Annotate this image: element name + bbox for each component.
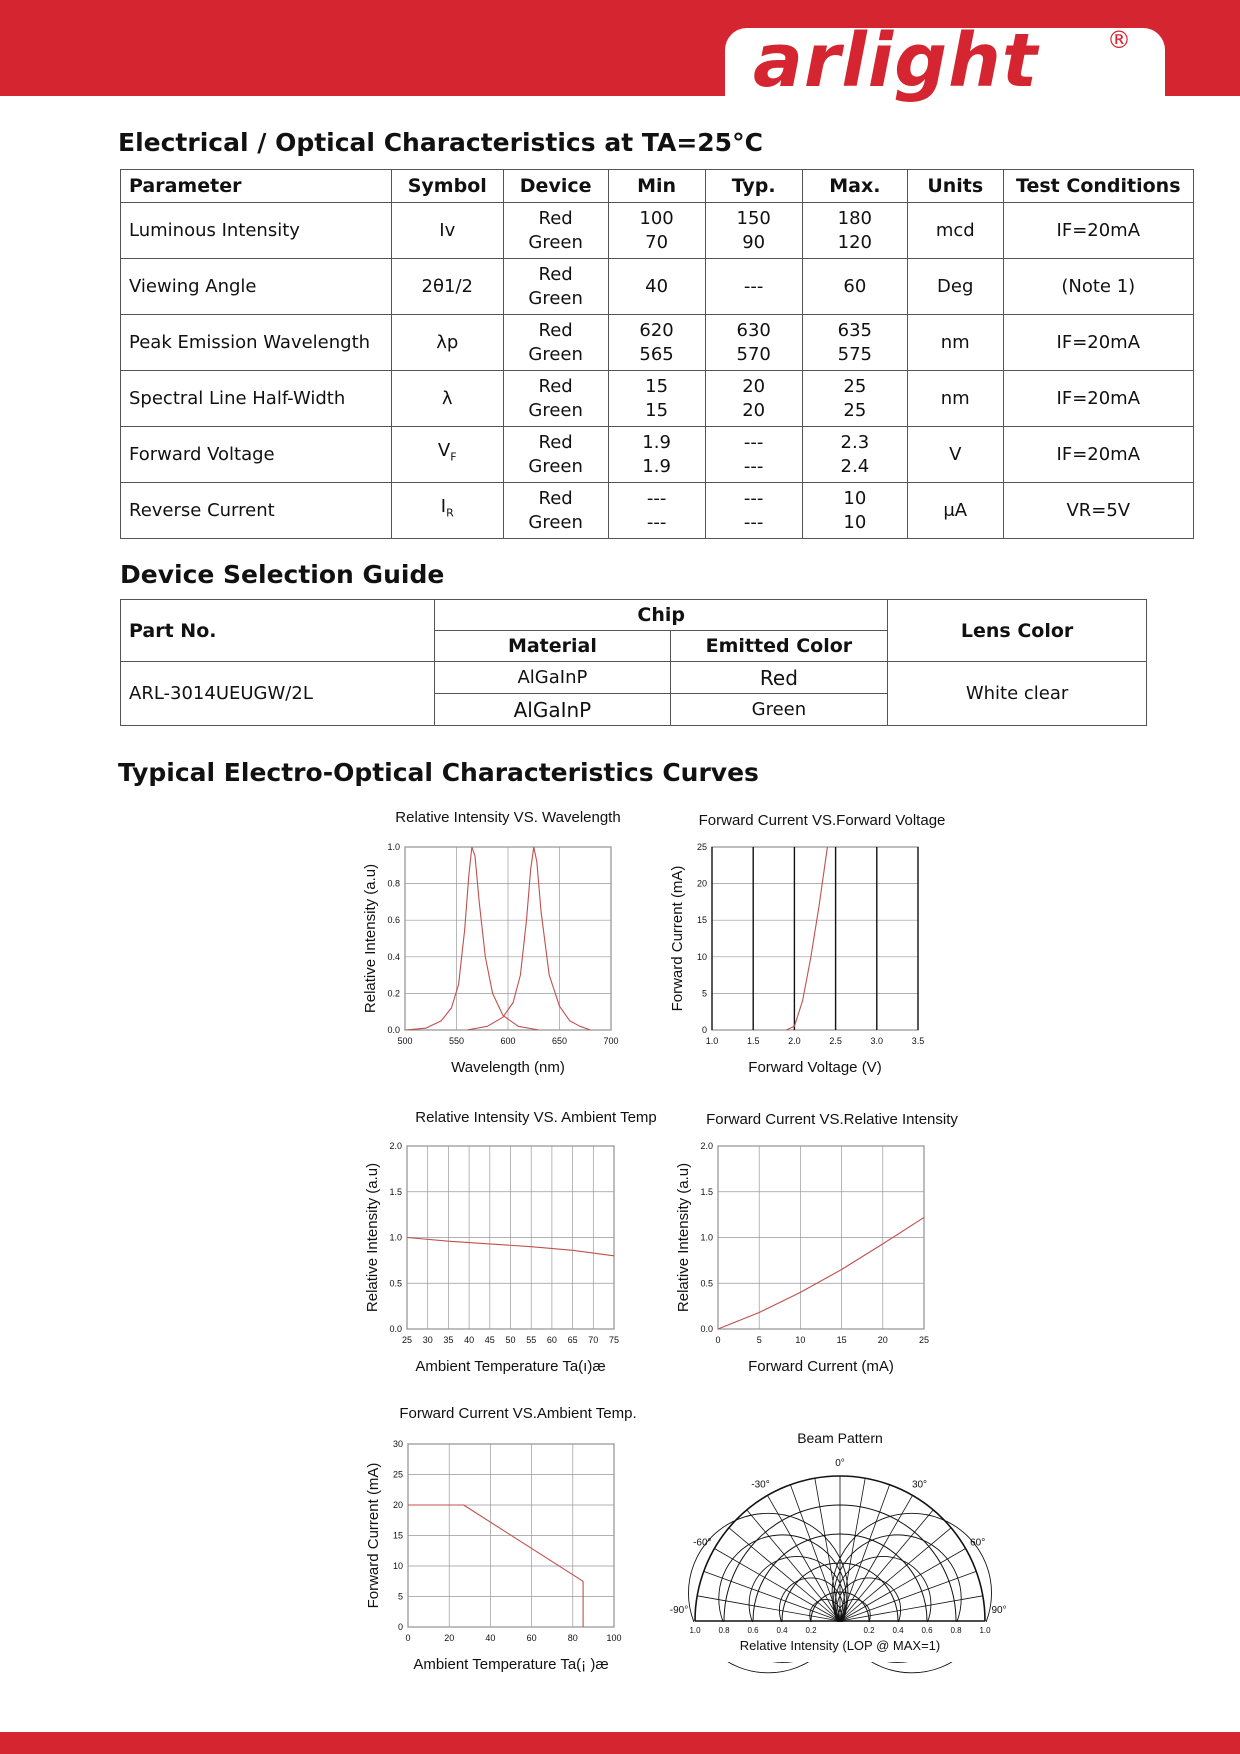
series-line bbox=[786, 847, 827, 1030]
x-tick-label: 500 bbox=[397, 1036, 413, 1046]
column-header: Min bbox=[608, 170, 705, 203]
chart-title: Forward Current VS.Forward Voltage bbox=[698, 812, 946, 829]
series-line bbox=[718, 1217, 924, 1329]
y-tick-label: 1.0 bbox=[700, 1232, 713, 1243]
min-cell: 100 70 bbox=[608, 203, 705, 259]
typ-cell: --- --- bbox=[705, 483, 802, 539]
radial-label: 0.6 bbox=[747, 1626, 759, 1635]
max-cell: 60 bbox=[802, 259, 907, 315]
symbol-cell: λ bbox=[391, 371, 503, 427]
units-cell: V bbox=[907, 427, 1003, 483]
condition-cell: (Note 1) bbox=[1003, 259, 1193, 315]
device-cell: Red Green bbox=[503, 427, 608, 483]
column-header: Test Conditions bbox=[1003, 170, 1193, 203]
y-tick-label: 0.0 bbox=[387, 1025, 400, 1035]
typ-cell: 20 20 bbox=[705, 371, 802, 427]
symbol-cell: $V_F$ bbox=[391, 427, 503, 483]
symbol-cell: $I_R$ bbox=[391, 483, 503, 539]
material-cell: AlGaInP bbox=[435, 662, 670, 694]
chart-title: Relative Intensity VS. Ambient Temp bbox=[415, 1109, 657, 1126]
y-tick-label: 0.5 bbox=[700, 1278, 713, 1289]
x-tick-label: 35 bbox=[443, 1335, 454, 1345]
min-cell: 620 565 bbox=[608, 315, 705, 371]
angle-label: 60° bbox=[970, 1537, 986, 1549]
x-tick-label: 40 bbox=[464, 1335, 475, 1345]
max-cell: 180 120 bbox=[802, 203, 907, 259]
max-cell: 25 25 bbox=[802, 371, 907, 427]
logo-text: arlight bbox=[753, 18, 1039, 104]
parameter-cell: Peak Emission Wavelength bbox=[121, 315, 392, 371]
x-tick-label: 60 bbox=[546, 1335, 557, 1345]
symbol-cell: 2θ1/2 bbox=[391, 259, 503, 315]
x-tick-label: 45 bbox=[484, 1335, 495, 1345]
x-axis-label: Ambient Temperature Ta(ı)æ bbox=[415, 1358, 606, 1375]
y-tick-label: 30 bbox=[392, 1439, 403, 1449]
x-tick-label: 2.0 bbox=[788, 1036, 801, 1046]
y-tick-label: 0.2 bbox=[387, 988, 400, 999]
x-tick-label: 10 bbox=[795, 1335, 806, 1345]
angle-label: -60° bbox=[693, 1537, 712, 1549]
units-cell: mcd bbox=[907, 203, 1003, 259]
condition-cell: VR=5V bbox=[1003, 483, 1193, 539]
min-cell: 15 15 bbox=[608, 371, 705, 427]
chart-title: Relative Intensity VS. Wavelength bbox=[395, 809, 621, 826]
y-axis-label: Relative Intensity (a.u) bbox=[675, 1162, 692, 1313]
emitted-color-cell: Green bbox=[670, 694, 888, 726]
x-tick-label: 550 bbox=[448, 1036, 465, 1046]
x-tick-label: 3.5 bbox=[911, 1036, 925, 1046]
lens-color-cell: White clear bbox=[888, 662, 1147, 726]
x-tick-label: 100 bbox=[606, 1633, 622, 1643]
device-cell: Red Green bbox=[503, 371, 608, 427]
radial-label: 0.2 bbox=[805, 1626, 817, 1635]
x-axis-label: Ambient Temperature Ta(¡ )æ bbox=[413, 1656, 609, 1673]
min-cell: 40 bbox=[608, 259, 705, 315]
y-tick-label: 1.0 bbox=[389, 1232, 402, 1243]
x-tick-label: 650 bbox=[551, 1036, 568, 1046]
y-tick-label: 5 bbox=[701, 988, 707, 999]
parameter-cell: Viewing Angle bbox=[121, 259, 392, 315]
x-tick-label: 5 bbox=[756, 1335, 762, 1345]
radial-label: 0.2 bbox=[863, 1626, 875, 1635]
part-no-cell: ARL-3014UEUGW/2L bbox=[121, 662, 435, 726]
curves-section-title: Typical Electro-Optical Characteristics Curves bbox=[118, 758, 759, 787]
x-tick-label: 3.0 bbox=[870, 1036, 884, 1046]
lens-color-header: Lens Color bbox=[888, 600, 1147, 662]
x-tick-label: 1.5 bbox=[746, 1036, 760, 1046]
parameter-cell: Reverse Current bbox=[121, 483, 392, 539]
angle-label: -90° bbox=[669, 1605, 689, 1616]
max-cell: 635 575 bbox=[802, 315, 907, 371]
min-cell: 1.9 1.9 bbox=[608, 427, 705, 483]
parameter-cell: Forward Voltage bbox=[121, 427, 392, 483]
x-axis-label: Relative Intensity (LOP @ MAX=1) bbox=[739, 1638, 941, 1653]
device-cell: Red Green bbox=[503, 315, 608, 371]
x-tick-label: 25 bbox=[918, 1335, 930, 1345]
x-tick-label: 30 bbox=[422, 1335, 433, 1345]
column-header: Max. bbox=[802, 170, 907, 203]
y-tick-label: 10 bbox=[392, 1561, 403, 1571]
max-cell: 10 10 bbox=[802, 483, 907, 539]
y-tick-label: 1.5 bbox=[700, 1186, 713, 1197]
parameter-cell: Luminous Intensity bbox=[121, 203, 392, 259]
x-axis-label: Wavelength (nm) bbox=[451, 1059, 565, 1076]
registered-mark: ® bbox=[1107, 26, 1131, 54]
device-cell: Red Green bbox=[503, 259, 608, 315]
x-tick-label: 1.0 bbox=[705, 1036, 719, 1046]
radial-label: 0.6 bbox=[921, 1626, 933, 1635]
x-tick-label: 40 bbox=[485, 1633, 496, 1643]
x-tick-label: 25 bbox=[401, 1335, 413, 1345]
chart-title: Forward Current VS.Relative Intensity bbox=[706, 1111, 958, 1128]
x-tick-label: 0 bbox=[715, 1335, 721, 1345]
angle-label: 30° bbox=[911, 1479, 928, 1491]
x-axis-label: Forward Current (mA) bbox=[748, 1358, 894, 1375]
angle-label: 90° bbox=[991, 1605, 1007, 1616]
footer-bar bbox=[0, 1732, 1240, 1754]
typ-cell: 630 570 bbox=[705, 315, 802, 371]
x-tick-label: 600 bbox=[500, 1036, 516, 1046]
x-tick-label: 65 bbox=[567, 1335, 578, 1345]
parameter-cell: Spectral Line Half-Width bbox=[121, 371, 392, 427]
radial-label: 0.4 bbox=[892, 1626, 904, 1635]
typ-cell: --- bbox=[705, 259, 802, 315]
y-tick-label: 2.0 bbox=[389, 1141, 402, 1151]
y-tick-label: 20 bbox=[392, 1500, 403, 1510]
y-tick-label: 0.5 bbox=[389, 1278, 402, 1289]
y-tick-label: 25 bbox=[696, 842, 707, 852]
x-tick-label: 20 bbox=[877, 1335, 888, 1345]
units-cell: Deg bbox=[907, 259, 1003, 315]
y-tick-label: 0.6 bbox=[387, 915, 400, 926]
column-header: Typ. bbox=[705, 170, 802, 203]
material-header: Material bbox=[435, 631, 670, 662]
radial-label: 0.4 bbox=[776, 1626, 788, 1635]
device-cell: Red Green bbox=[503, 483, 608, 539]
series-line bbox=[405, 847, 539, 1030]
angle-label: 0° bbox=[835, 1458, 845, 1469]
symbol-cell: Iv bbox=[391, 203, 503, 259]
radial-label: 0.8 bbox=[950, 1626, 962, 1635]
x-tick-label: 2.5 bbox=[829, 1036, 842, 1046]
typ-cell: 150 90 bbox=[705, 203, 802, 259]
selection-section-title: Device Selection Guide bbox=[120, 560, 445, 589]
radial-label: 1.0 bbox=[979, 1626, 991, 1635]
part-no-header: Part No. bbox=[121, 600, 435, 662]
condition-cell: IF=20mA bbox=[1003, 427, 1193, 483]
y-tick-label: 0.4 bbox=[387, 951, 400, 962]
y-tick-label: 0.0 bbox=[700, 1324, 713, 1334]
x-axis-label: Forward Voltage (V) bbox=[748, 1059, 882, 1076]
y-axis-label: Forward Current (mA) bbox=[669, 865, 686, 1012]
y-tick-label: 5 bbox=[397, 1591, 403, 1602]
x-tick-label: 15 bbox=[836, 1335, 847, 1345]
x-tick-label: 75 bbox=[608, 1335, 620, 1345]
condition-cell: IF=20mA bbox=[1003, 371, 1193, 427]
x-tick-label: 700 bbox=[603, 1036, 619, 1046]
condition-cell: IF=20mA bbox=[1003, 315, 1193, 371]
units-cell: nm bbox=[907, 315, 1003, 371]
column-header: Symbol bbox=[391, 170, 503, 203]
x-tick-label: 80 bbox=[567, 1633, 578, 1643]
chart-title: Beam Pattern bbox=[797, 1430, 883, 1446]
electrical-section-title: Electrical / Optical Characteristics at TA=25°C bbox=[118, 128, 763, 157]
symbol-cell: λp bbox=[391, 315, 503, 371]
emitted-color-header: Emitted Color bbox=[670, 631, 888, 662]
angle-label: -30° bbox=[751, 1479, 770, 1491]
chart-title: Forward Current VS.Ambient Temp. bbox=[399, 1405, 637, 1422]
max-cell: 2.3 2.4 bbox=[802, 427, 907, 483]
typ-cell: --- --- bbox=[705, 427, 802, 483]
y-axis-label: Relative Intensity (a.u) bbox=[362, 863, 379, 1014]
y-tick-label: 20 bbox=[696, 878, 707, 889]
y-tick-label: 0.0 bbox=[389, 1324, 402, 1334]
column-header: Device bbox=[503, 170, 608, 203]
units-cell: μA bbox=[907, 483, 1003, 539]
series-line bbox=[467, 847, 591, 1030]
column-header: Units bbox=[907, 170, 1003, 203]
y-tick-label: 25 bbox=[392, 1469, 403, 1480]
y-tick-label: 1.5 bbox=[389, 1186, 402, 1197]
x-tick-label: 55 bbox=[526, 1335, 537, 1345]
x-tick-label: 70 bbox=[588, 1335, 599, 1345]
y-tick-label: 1.0 bbox=[387, 842, 400, 852]
chip-header: Chip bbox=[435, 600, 888, 631]
y-tick-label: 10 bbox=[696, 951, 707, 962]
column-header: Parameter bbox=[121, 170, 392, 203]
x-tick-label: 60 bbox=[526, 1633, 537, 1643]
device-cell: Red Green bbox=[503, 203, 608, 259]
x-tick-label: 0 bbox=[405, 1633, 411, 1643]
emitted-color-cell: Red bbox=[670, 662, 888, 694]
radial-label: 1.0 bbox=[689, 1626, 701, 1635]
x-tick-label: 20 bbox=[444, 1633, 455, 1643]
y-tick-label: 2.0 bbox=[700, 1141, 713, 1151]
condition-cell: IF=20mA bbox=[1003, 203, 1193, 259]
y-tick-label: 15 bbox=[392, 1530, 403, 1541]
y-tick-label: 0 bbox=[701, 1025, 707, 1035]
x-tick-label: 50 bbox=[505, 1335, 516, 1345]
units-cell: nm bbox=[907, 371, 1003, 427]
y-tick-label: 0.8 bbox=[387, 878, 400, 889]
y-tick-label: 0 bbox=[397, 1622, 403, 1632]
material-cell: AlGaInP bbox=[435, 694, 670, 726]
y-axis-label: Forward Current (mA) bbox=[365, 1462, 382, 1609]
y-axis-label: Relative Intensity (a.u) bbox=[364, 1162, 381, 1313]
radial-label: 0.8 bbox=[718, 1626, 730, 1635]
min-cell: --- --- bbox=[608, 483, 705, 539]
y-tick-label: 15 bbox=[696, 915, 707, 926]
plot-frame bbox=[712, 847, 918, 1030]
